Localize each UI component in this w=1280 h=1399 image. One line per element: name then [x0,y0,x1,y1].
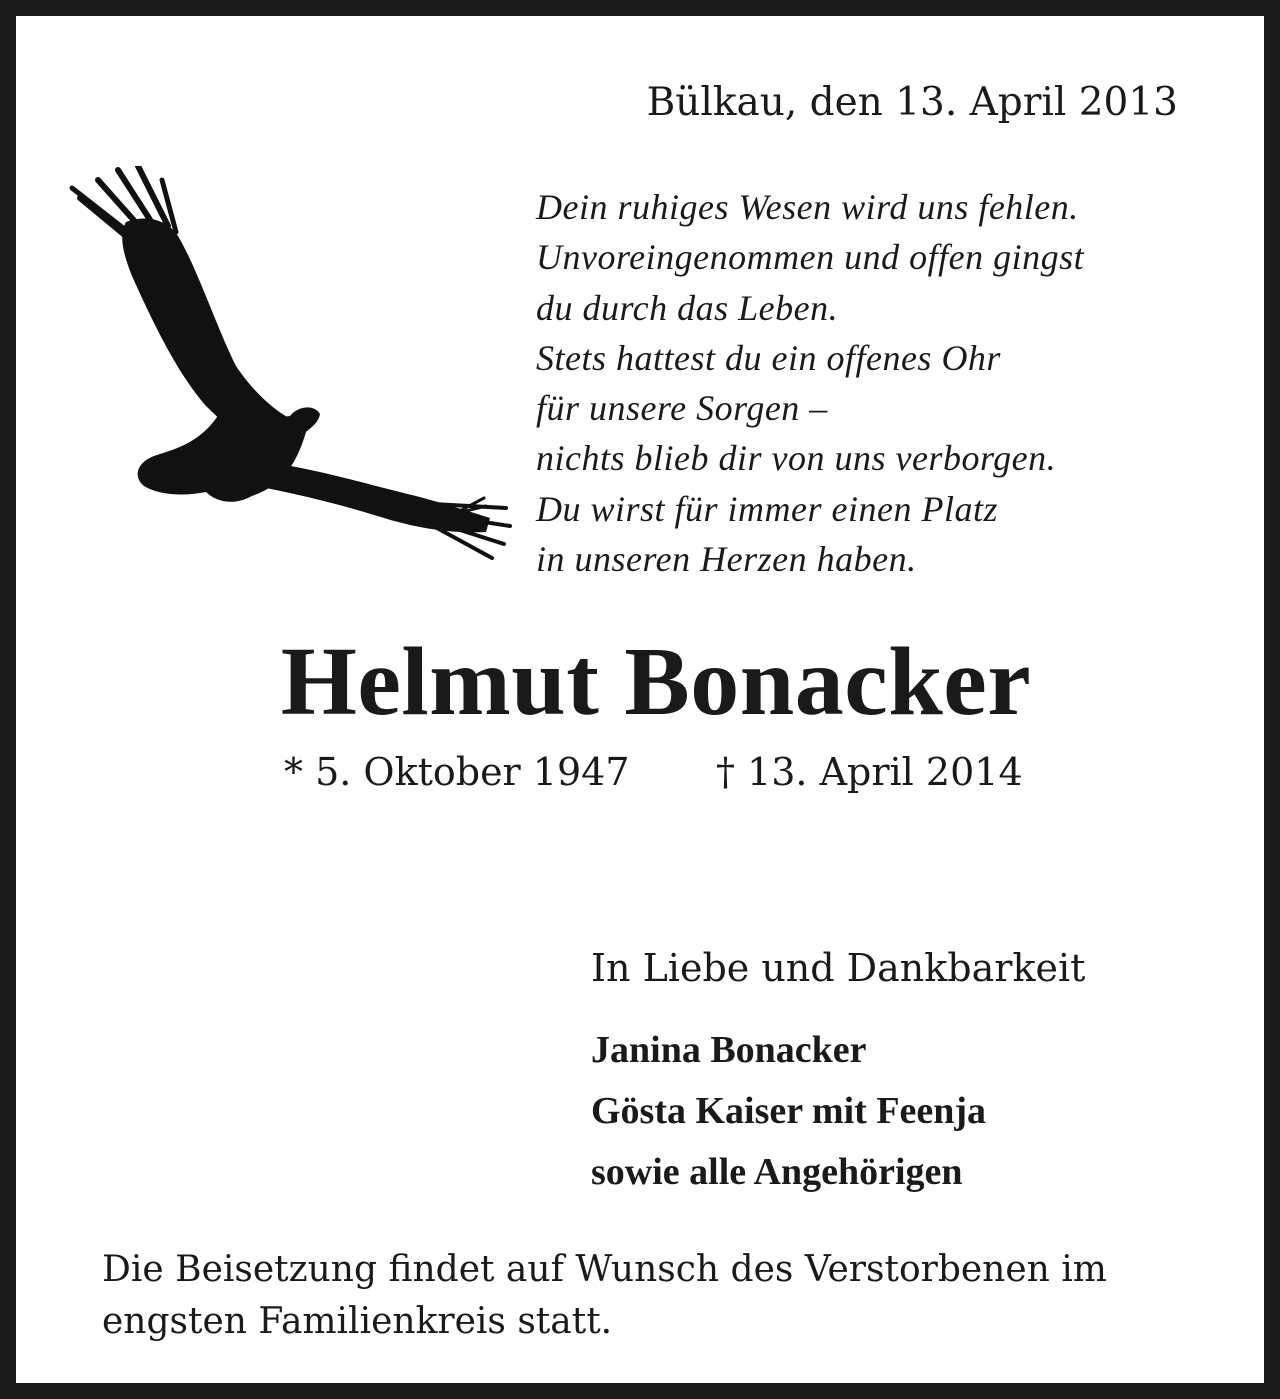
funeral-notice: Die Beisetzung findet auf Wunsch des Verstorbenen im engsten Familienkreis statt. [102,1249,1107,1342]
deceased-name: Helmut Bonacker [280,628,1032,736]
mourners-list [591,1020,986,1203]
mourner-name: Janina Bonacker [591,1029,867,1071]
place-date: Bülkau, den 13. April 2013 [646,80,1178,125]
poem [536,182,1236,584]
poem-line: Du wirst für immer einen Platz [536,488,998,529]
death-date: † 13. April 2014 [716,750,1023,794]
poem-line: Unvoreingenommen und offen gingst [536,237,1085,278]
poem-line: Dein ruhiges Wesen wird uns fehlen. [536,187,1079,227]
closing-phrase: In Liebe und Dankbarkeit [591,946,1086,990]
poem-line: Stets hattest du ein offenes Ohr [536,337,1001,378]
mourner-name: Gösta Kaiser mit Feenja [591,1090,987,1132]
poem-line: für unsere Sorgen – [536,388,828,429]
poem-line: nichts blieb dir von uns verborgen. [536,438,1057,479]
birth-date: * 5. Oktober 1947 [284,750,630,794]
eagle-icon [66,166,516,576]
mourner-name: sowie alle Angehörigen [591,1151,963,1193]
poem-line: du durch das Leben. [536,287,839,328]
poem-line: in unseren Herzen haben. [536,539,917,580]
